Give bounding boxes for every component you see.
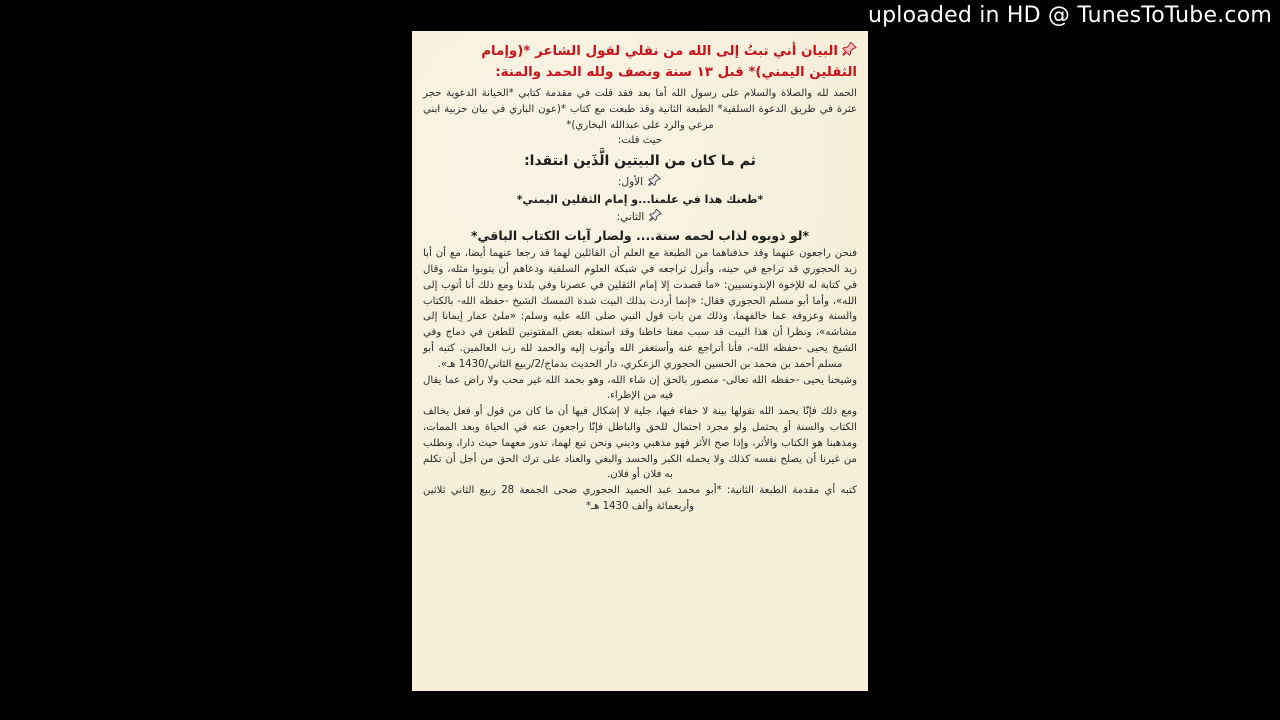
title-line-2: الثقلين اليمني)* قبل ١٣ سنة ونصف ولله الحمد والمنة: <box>495 65 857 80</box>
signature-paragraph: كتبه أي مقدمة الطبعة الثانية: *أبو محمد عبد الحميد الحجوري ضحى الجمعة 28 ربيع الثاني ثلاثين وأربعمائة وألف 1430 هـ* <box>423 485 858 512</box>
pushpin-icon <box>842 42 857 57</box>
title-line-1: البيان أني تبتُ إلى الله من نقلي لقول الشاعر *(وإمام <box>481 44 838 59</box>
watermark-text: uploaded in HD @ TunesToTube.com <box>867 3 1272 28</box>
where-said-label: حيث قلت: <box>617 135 663 147</box>
principle-paragraph: ومع ذلك فإنّا بحمد الله نقولها بينة لا خفاء فيها، جلية لا إشكال فيها أن ما كان من قول أو فعل يخالف الكتاب والسنة أو يحتمل ولو مجرد احتمال للحق والباطل فإنّا راجعون عنه في الحياة وبعد الممات، ومذهبنا هو الكتاب والأثر، وإذا صح الأثر فهو مذهبي وديني ونحن تبع لهما، ندور معهما حيث دارا، ونطلب من غيرنا أن يصلح نفسه كذلك ولا يحمله الكبر والحسد والبغي والعناد على ترك الحق من أجل أن تكلم به فلان أو فلان. <box>423 406 857 481</box>
pushpin-icon <box>647 174 662 189</box>
intro-paragraph: الحمد لله والصلاة والسلام على رسول الله أما بعد فقد قلت في مقدمة كتابي *الخيانة الدعوية حجر عثرة في طريق الدعوة السلفية* الطبعة الثانية وقد طبعت مع كتاب *(عون الباري في بيان حزبية ابني مرعي والرد على عبدالله البخاري)* <box>423 88 857 131</box>
first-label: الأول: <box>617 176 644 189</box>
document-title <box>423 41 857 83</box>
second-label-row <box>423 209 857 226</box>
second-label: الثاني: <box>616 211 645 224</box>
section-heading: ثم ما كان من البيتين الَّذَين انتقدا: <box>524 153 756 170</box>
retraction-paragraph: فنحن راجعون عنهما وقد حذفناهما من الطبعة مع العلم أن القائلين لهما قد رجعا عنهما أيضا، مع أن أبا زيد الحجوري قد تراجع في حينه، وأنزل تراجعه في شبكة العلوم السلفية ودعاهم أن يتوبوا مثله، وقال في كتابة له للإخوة الإندونسيين: «ما قصدت إلا إمام الثقلين في عصرنا وفي بلدنا ومع ذلك أنا أتوب إلى الله»، وأما أبو مسلم الحجوري فقال: «إنما أردت بذلك البيت شدة التمسك الشيخ -حفظه الله- بالكتاب والسنة وعزوفه عما خالفهما، وذلك من باب قول النبي صلى الله عليه وسلم: «ملئ عمار إيمانا إلى مشاشه»، ونظرا أن هذا البيت قد سبب معنا خاطنا وقد استغله بعض المفتونين للطعن في دماج وفي الشيخ يحيى -حفظه الله-، فأنا أتراجع عنه وأستغفر الله وأتوب إليه والحمد لله رب العالمين. كتبه أبو مسلم أحمد بن محمد بن الحسين الحجوري الزعكري، دار الحديث بدماج/2/ربيع الثاني/1430 هـ». <box>423 248 857 370</box>
document-image <box>412 31 868 691</box>
first-label-row <box>423 174 857 191</box>
pushpin-icon <box>648 209 663 224</box>
second-verse: *لو ذوبوه لذاب لحمه سنة.... ولصار آيات الكتاب الباقي* <box>470 228 810 244</box>
sheikh-paragraph: وشيخنا يحيى -حفظه الله تعالى- منصور بالحق إن شاء الله، وهو بحمد الله غير محب ولا راض عما يقال فيه من الإطراء. <box>423 374 857 402</box>
first-verse: *طعنك هذا في علمنا...و إمام الثقلين اليمني* <box>516 193 764 207</box>
